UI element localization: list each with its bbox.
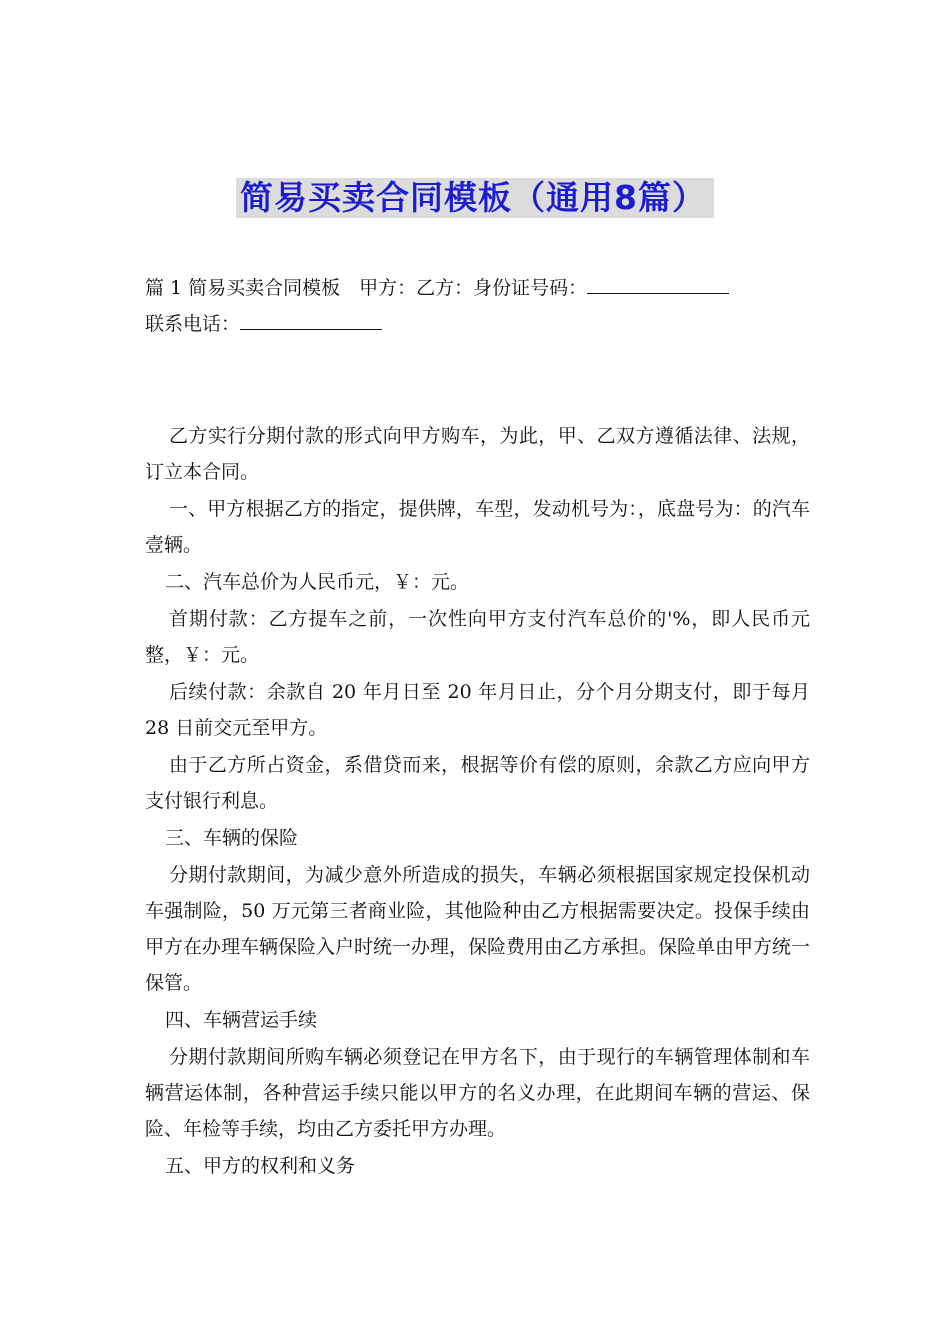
paragraph-interest: 由于乙方所占资金，系借贷而来，根据等价有偿的原则，余款乙方应向甲方支付银行利息。 xyxy=(145,754,810,812)
section-heading-operation: 四、车辆营运手续 xyxy=(165,1009,318,1031)
paragraph-clause-2: 二、汽车总价为人民币元，￥：元。 xyxy=(165,571,470,593)
paragraph-preamble: 乙方实行分期付款的形式向甲方购车，为此，甲、乙双方遵循法律、法规，订立本合同。 xyxy=(145,425,810,483)
id-number-blank xyxy=(587,277,729,294)
paragraph-operation: 分期付款期间所购车辆必须登记在甲方名下，由于现行的车辆管理体制和车辆营运体制，各种营运手续只能以甲方的名义办理，在此期间车辆的营运、保险、年检等手续，均由乙方委托甲方办理。 xyxy=(145,1046,810,1140)
section-heading-insurance: 三、车辆的保险 xyxy=(165,827,299,849)
paragraph-insurance: 分期付款期间，为减少意外所造成的损失，车辆必须根据国家规定投保机动车强制险，50 万元第三者商业险，其他险种由乙方根据需要决定。投保手续由甲方在办理车辆保险入户时统一办理，保险费用由乙方承担。保险单由甲方统一保管。 xyxy=(145,864,811,994)
intro-line-2-text: 联系电话： xyxy=(145,313,241,335)
paragraph-first-payment: 首期付款：乙方提车之前，一次性向甲方支付汽车总价的'%，即人民币元整，￥：元。 xyxy=(145,608,810,666)
intro-line-1 xyxy=(145,270,810,306)
intro-line-1-text: 篇 1 简易买卖合同模板 甲方：乙方：身份证号码： xyxy=(145,277,588,299)
section-heading-party-a-rights: 五、甲方的权利和义务 xyxy=(165,1155,356,1177)
intro-line-2 xyxy=(145,306,810,342)
phone-blank xyxy=(240,313,382,330)
title-container xyxy=(0,178,950,218)
document-title: 简易买卖合同模板（通用8篇） xyxy=(236,178,714,218)
intro-block xyxy=(145,270,810,342)
paragraph-subsequent-payment: 后续付款：余款自 20 年月日至 20 年月日止，分个月分期支付，即于每月 28 日前交元至甲方。 xyxy=(145,681,810,739)
contract-body xyxy=(145,418,810,1185)
paragraph-clause-1: 一、甲方根据乙方的指定，提供牌，车型，发动机号为：，底盘号为：的汽车壹辆。 xyxy=(145,498,810,556)
